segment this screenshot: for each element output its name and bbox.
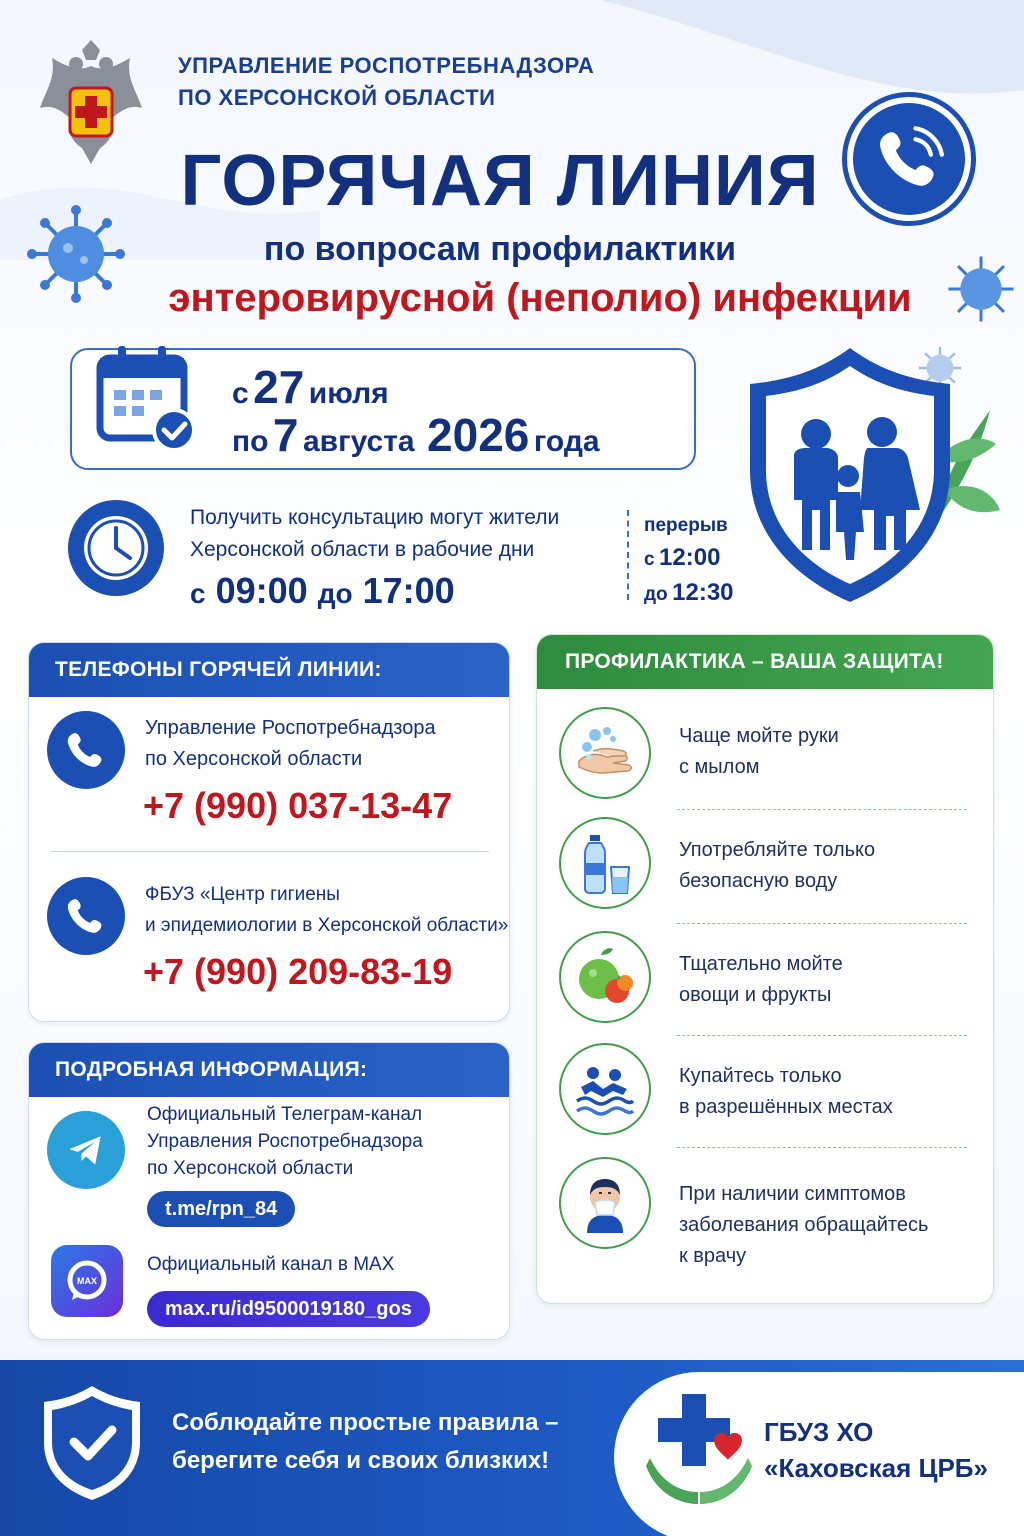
org-line-1: УПРАВЛЕНИЕ РОСПОТРЕБНАДЗОРА — [178, 53, 595, 78]
page-title: ГОРЯЧАЯ ЛИНИЯ — [180, 141, 820, 221]
prevention-header: ПРОФИЛАКТИКА – ВАША ЗАЩИТА! — [537, 635, 993, 689]
crb-name: ГБУЗ ХО «Каховская ЦРБ» — [764, 1417, 988, 1483]
org-name — [178, 50, 594, 114]
hours-description: Получить консультацию могут жители Херсонской области в рабочие дни — [190, 506, 560, 561]
water-bottle-icon — [559, 817, 651, 909]
divider — [627, 510, 629, 600]
tip-text-1: Чаще мойте руки с мылом — [679, 725, 839, 778]
org-line-2: ПО ХЕРСОНСКОЙ ОБЛАСТИ — [178, 85, 496, 110]
info-header: ПОДРОБНАЯ ИНФОРМАЦИЯ: — [29, 1043, 509, 1097]
contact-name-2: ФБУЗ «Центр гигиены и эпидемиологии в Херсонской области» — [145, 884, 509, 936]
max-link[interactable]: max.ru/id9500019180_gos — [147, 1291, 430, 1327]
date-from: с 27 июля — [232, 361, 389, 413]
tip-text-3: Тщательно мойте овощи и фрукты — [679, 953, 843, 1006]
info-card — [28, 1042, 510, 1340]
tip-text-5: При наличии симптомов заболевания обращайтесь к врачу — [679, 1183, 929, 1267]
tip-text-4: Купайтесь только в разрешённых местах — [679, 1065, 893, 1118]
divider — [677, 809, 967, 810]
telegram-icon[interactable] — [47, 1111, 125, 1189]
divider — [677, 1147, 967, 1148]
phone-icon — [47, 711, 125, 789]
prevention-card — [536, 634, 994, 1304]
phone-number-1[interactable]: +7 (990) 037-13-47 — [143, 785, 453, 826]
phones-header: ТЕЛЕФОНЫ ГОРЯЧЕЙ ЛИНИИ: — [29, 643, 509, 697]
tip-text-2: Употребляйте только безопасную воду — [679, 839, 876, 892]
phones-card — [28, 642, 510, 1022]
phone-icon — [47, 877, 125, 955]
svg-text:MAX: MAX — [77, 1276, 97, 1286]
hotline-phone-badge — [842, 92, 976, 226]
date-range-box — [70, 348, 696, 470]
working-hours: с 09:00 до 17:00 — [190, 570, 455, 611]
max-description: Официальный канал в MAX — [147, 1254, 395, 1275]
fruit-icon — [559, 931, 651, 1023]
date-to: по 7 августа 2026 года — [232, 409, 600, 461]
divider — [51, 851, 489, 852]
subtitle-2: энтеровирусной (неполио) инфекции — [168, 276, 912, 320]
max-app-icon[interactable] — [51, 1245, 123, 1317]
contact-name-1: Управление Роспотребнадзора по Херсонской области — [145, 717, 436, 770]
calendar-icon — [96, 340, 200, 458]
family-shield-icon — [730, 340, 1010, 610]
phone-icon — [874, 124, 944, 194]
divider — [677, 1035, 967, 1036]
phone-number-2[interactable]: +7 (990) 209-83-19 — [143, 951, 453, 992]
sick-person-icon — [559, 1157, 651, 1249]
footer-slogan: Соблюдайте простые правила – берегите себя и своих близких! — [172, 1409, 559, 1474]
telegram-link[interactable]: t.me/rpn_84 — [147, 1191, 295, 1227]
swimming-icon — [559, 1043, 651, 1135]
divider — [677, 923, 967, 924]
clock-icon — [68, 500, 164, 596]
shield-check-icon — [40, 1382, 144, 1502]
subtitle-1: по вопросам профилактики — [263, 230, 737, 268]
break-time: перерыв с 12:00 до 12:30 — [644, 515, 734, 606]
emblem-icon — [26, 38, 156, 168]
hand-wash-icon — [559, 707, 651, 799]
telegram-description: Официальный Телеграм-канал Управления Роспотребнадзора по Херсонской области — [147, 1104, 423, 1179]
hospital-logo-icon — [644, 1388, 752, 1510]
